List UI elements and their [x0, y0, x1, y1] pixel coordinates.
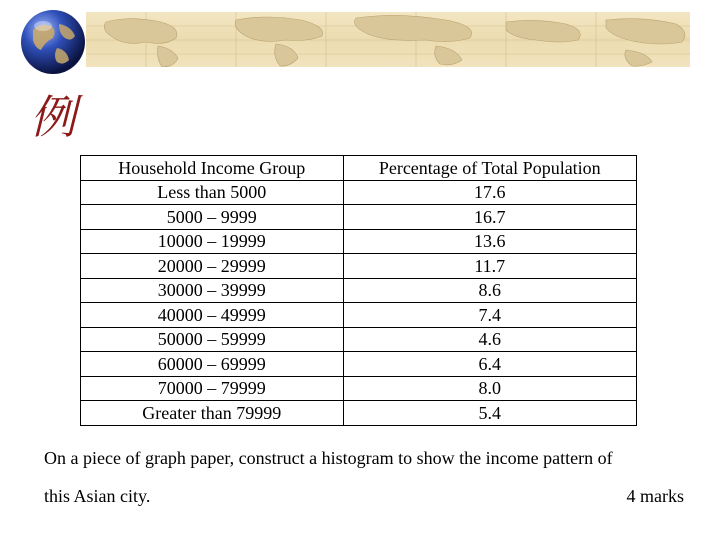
percentage-cell: 4.6 — [343, 327, 636, 352]
table-header-row — [81, 156, 637, 181]
table-row — [81, 303, 637, 328]
marks-label: 4 marks — [626, 486, 684, 506]
income-group-cell: Greater than 79999 — [81, 401, 344, 426]
table-row — [81, 278, 637, 303]
percentage-cell: 17.6 — [343, 180, 636, 205]
income-group-cell: 20000 – 29999 — [81, 254, 344, 279]
table-row — [81, 205, 637, 230]
percentage-cell: 8.0 — [343, 376, 636, 401]
question-line-2: this Asian city. — [44, 486, 151, 506]
income-group-cell: 60000 – 69999 — [81, 352, 344, 377]
map-illustration — [86, 12, 690, 67]
slide-title: 例 — [30, 90, 76, 144]
income-group-cell: 50000 – 59999 — [81, 327, 344, 352]
income-group-cell: 30000 – 39999 — [81, 278, 344, 303]
percentage-cell: 5.4 — [343, 401, 636, 426]
income-group-cell: Less than 5000 — [81, 180, 344, 205]
income-group-cell: 10000 – 19999 — [81, 229, 344, 254]
percentage-cell: 11.7 — [343, 254, 636, 279]
column-header-income-group: Household Income Group — [81, 156, 344, 181]
table-row — [81, 254, 637, 279]
table-row — [81, 401, 637, 426]
income-group-cell: 70000 – 79999 — [81, 376, 344, 401]
column-header-percentage: Percentage of Total Population — [343, 156, 636, 181]
percentage-cell: 8.6 — [343, 278, 636, 303]
table-row — [81, 376, 637, 401]
income-group-cell: 5000 – 9999 — [81, 205, 344, 230]
table-row — [81, 327, 637, 352]
table-row — [81, 180, 637, 205]
question-line-1: On a piece of graph paper, construct a histogram to show the income pattern of — [44, 448, 613, 468]
income-group-cell: 40000 – 49999 — [81, 303, 344, 328]
world-map-banner — [86, 12, 690, 67]
table-row — [81, 352, 637, 377]
percentage-cell: 13.6 — [343, 229, 636, 254]
percentage-cell: 6.4 — [343, 352, 636, 377]
table-row — [81, 229, 637, 254]
income-table — [80, 155, 637, 426]
percentage-cell: 16.7 — [343, 205, 636, 230]
percentage-cell: 7.4 — [343, 303, 636, 328]
globe-icon — [19, 8, 87, 76]
